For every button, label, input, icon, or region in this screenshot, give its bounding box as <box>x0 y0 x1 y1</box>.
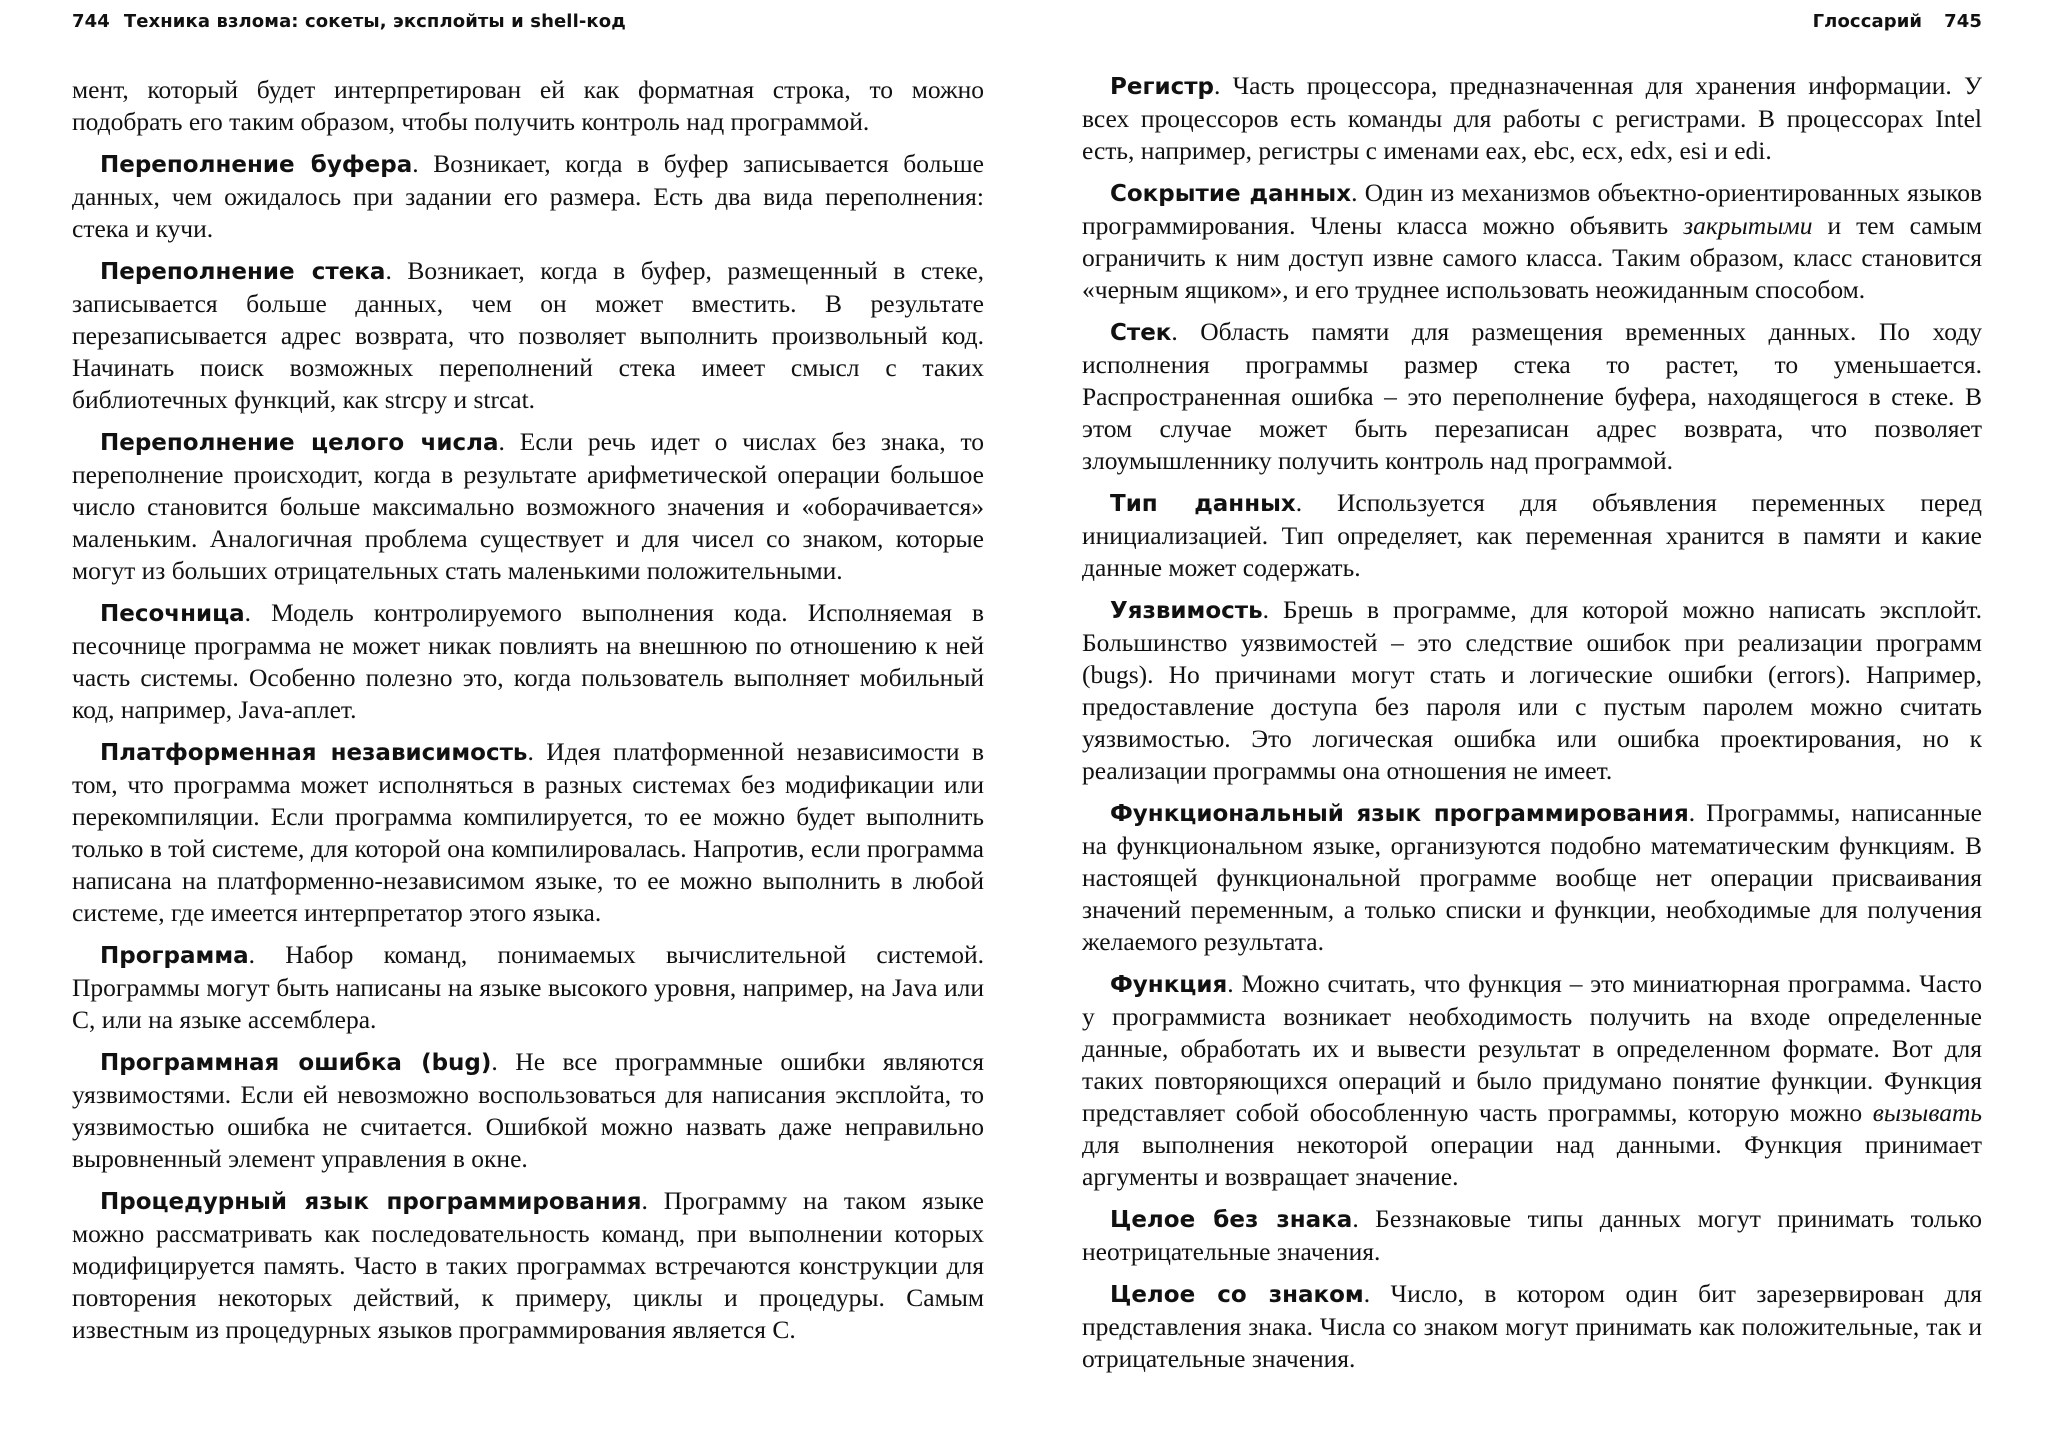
glossary-definition: . Не все программные ошибки являются уязвимостями. Если ей невозможно воспользоваться для написания эксплойта, то уязвимостью ошибка не считается. Ошибкой можно назвать даже неправильно выровненный элемент управления в окне. <box>72 1047 984 1173</box>
glossary-definition: . Возникает, когда в буфер, размещенный в стеке, записывается больше данных, чем он может вместить. В результате перезаписывается адрес возврата, что позволяет выполнить произвольный код. Начинать поиск возможных переполнений стека имеет смысл с таких библиотечных функций, как strcpy и strcat. <box>72 256 985 414</box>
glossary-definition: . Один из механизмов объектно-ориентированных языков программирования. Члены класса можно объявить <box>1082 178 1982 240</box>
glossary-term: Регистр <box>1110 74 1215 100</box>
glossary-entry-unsigned-integer <box>1082 1203 1982 1268</box>
glossary-definition: . Число, в котором один бит зарезервирован для представления знака. Числа со знаком могут принимать как положительные, так и отрицательные значения. <box>1082 1279 1982 1373</box>
glossary-term: Целое без знака <box>1110 1207 1353 1233</box>
glossary-term: Программная ошибка (bug) <box>100 1050 492 1076</box>
glossary-italic: вызывать <box>1872 1098 1982 1127</box>
glossary-term: Переполнение стека <box>100 259 386 285</box>
glossary-entry-stack-overflow <box>72 255 984 416</box>
right-body <box>1082 70 1982 1375</box>
left-page <box>72 0 984 1447</box>
glossary-definition: . Возникает, когда в буфер записывается больше данных, чем ожидалось при задании его размера. Есть два вида переполнения: стека и кучи. <box>72 149 984 243</box>
glossary-definition: и тем самым ограничить к ним доступ извне самого класса. Таким образом, класс становится «черным ящиком», и его труднее использовать неожиданным способом. <box>1082 211 1982 304</box>
running-head-left <box>72 0 984 42</box>
glossary-entry-signed-integer <box>1082 1278 1982 1375</box>
glossary-term: Сокрытие данных <box>1110 181 1352 207</box>
glossary-term: Переполнение целого числа <box>100 430 499 456</box>
page-number-left: 744 <box>72 10 110 32</box>
glossary-definition: . Беззнаковые типы данных могут принимать только неотрицательные значения. <box>1082 1204 1982 1266</box>
glossary-entry-data-type <box>1082 487 1982 584</box>
glossary-entry-procedural-language <box>72 1185 984 1346</box>
glossary-term: Тип данных <box>1110 491 1296 517</box>
glossary-entry-program <box>72 939 984 1036</box>
glossary-definition: . Программу на таком языке можно рассматривать как последовательность команд, при выполнении которых модифицируется память. Часто в таких программах встречаются конструкции для повторения некоторых действий, к примеру, циклы и процедуры. Самым известным из процедурных языков программирования является С. <box>72 1186 984 1344</box>
glossary-term: Песочница <box>100 601 245 627</box>
glossary-term: Процедурный язык программирования <box>100 1189 642 1215</box>
glossary-entry-vulnerability <box>1082 594 1982 787</box>
glossary-term: Программа <box>100 943 249 969</box>
glossary-entry-platform-independence <box>72 736 984 929</box>
glossary-term: Уязвимость <box>1110 598 1263 624</box>
continuation-paragraph: мент, который будет интерпретирован ей как форматная строка, то можно подобрать его таким образом, чтобы получить контроль над программой. <box>72 75 984 136</box>
glossary-definition: . Идея платформенной независимости в том, что программа может исполняться в разных системах без модификации или перекомпиляции. Если программа компилируется, то ее можно будет выполнить только в той системе, для которой она компилировалась. Напротив, если программа написана на платформенно-независимом языке, то ее можно выполнить в любой системе, где имеется интерпретатор этого языка. <box>72 737 984 927</box>
glossary-definition: . Область памяти для размещения временных данных. По ходу исполнения программы размер стека то растет, то уменьшается. Распространенная ошибка – это переполнение буфера, находящегося в стеке. В этом случае может быть перезаписан адрес возврата, что позволяет злоумышленнику получить контроль над программой. <box>1082 317 1982 475</box>
glossary-definition: . Если речь идет о числах без знака, то переполнение происходит, когда в результате арифметической операции большое число становится больше максимально возможного значения и «оборачивается» маленьким. Аналогичная проблема существует и для чисел со знаком, которые могут из больших отрицательных стать маленькими положительными. <box>72 427 984 585</box>
glossary-definition: . Модель контролируемого выполнения кода. Исполняемая в песочнице программа не может никак повлиять на внешнюю по отношению к ней часть системы. Особенно полезно это, когда пользователь выполняет мобильный код, например, Java-аплет. <box>72 598 984 724</box>
glossary-definition: . Используется для объявления переменных перед инициализацией. Тип определяет, как переменная хранится в памяти и какие данные может содержать. <box>1082 488 1982 582</box>
glossary-entry-stack <box>1082 316 1982 477</box>
left-body <box>72 74 984 1346</box>
glossary-definition: для выполнения некоторой операции над данными. Функция принимает аргументы и возвращает значение. <box>1082 1130 1982 1191</box>
glossary-definition: . Брешь в программе, для которой можно написать эксплойт. Большинство уязвимостей – это следствие ошибок при реализации программ (bugs). Но причинами могут стать и логические ошибки (errors). Например, предоставление доступа без пароля или с пустым паролем можно считать уязвимостью. Это логическая ошибка или ошибка проектирования, но к реализации программы она отношения не имеет. <box>1082 595 1982 785</box>
running-title-right: Глоссарий <box>1812 10 1923 32</box>
running-title-left: Техника взлома: сокеты, эксплойты и shell-код <box>123 10 626 32</box>
glossary-term: Функциональный язык программирования <box>1110 801 1689 827</box>
glossary-definition: . Можно считать, что функция – это миниатюрная программа. Часто у программиста возникает необходимость получить на входе определенные данные, обработать их и вывести результат в определенном формате. Вот для таких повторяющихся операций и было придумано понятие функции. Функция представляет собой обособленную часть программы, которую можно <box>1082 969 1982 1127</box>
glossary-term: Целое со знаком <box>1110 1282 1364 1308</box>
right-page <box>1082 0 1982 1447</box>
running-head-right <box>1082 0 1982 42</box>
glossary-entry-bug <box>72 1046 984 1175</box>
page-number-right: 745 <box>1944 10 1982 32</box>
glossary-term: Стек <box>1110 320 1172 346</box>
glossary-italic: закрытыми <box>1683 211 1813 240</box>
glossary-entry-integer-overflow <box>72 426 984 587</box>
glossary-entry-buffer-overflow <box>72 148 984 245</box>
glossary-term: Переполнение буфера <box>100 152 413 178</box>
glossary-entry-data-hiding <box>1082 177 1982 306</box>
glossary-term: Платформенная независимость <box>100 740 528 766</box>
glossary-entry-register <box>1082 70 1982 167</box>
glossary-definition: . Программы, написанные на функциональном языке, организуются подобно математическим функциям. В настоящей функциональной программе вообще нет операции присваивания значений переменным, а только списки и функции, необходимые для получения желаемого результата. <box>1082 798 1983 956</box>
glossary-entry-function <box>1082 968 1982 1193</box>
glossary-entry-functional-language <box>1082 797 1982 958</box>
glossary-definition: . Набор команд, понимаемых вычислительной системой. Программы могут быть написаны на языке высокого уровня, например, на Java или С, или на языке ассемблера. <box>72 940 984 1034</box>
glossary-entry-sandbox <box>72 597 984 726</box>
glossary-term: Функция <box>1110 972 1228 998</box>
glossary-definition: . Часть процессора, предназначенная для хранения информации. У всех процессоров есть команды для работы с регистрами. В процессорах Intel есть, например, регистры с именами eax, ebc, ecx, edx, esi и edi. <box>1082 71 1982 165</box>
